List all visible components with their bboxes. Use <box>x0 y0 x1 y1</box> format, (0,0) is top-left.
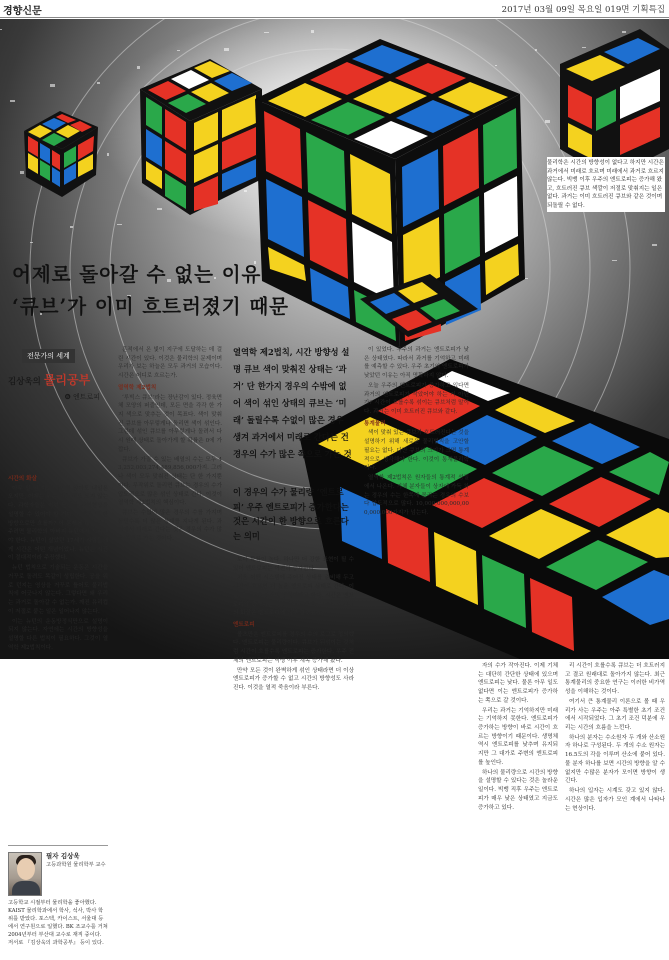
paragraph: 큐브가 가질 수 있는 배열의 수는 모두 43,252,003,274,489,856,000가지. 그러나 색이 모두 맞춰진 상태는 단 한 가지뿐이다. 무작위로 돌리면 큐브는 경우의 수가 압도적으로 많은 섞인 상태로 간다. 이것이 열역학 제2법칙의 핵심이다. <box>118 456 222 507</box>
article-headline <box>12 259 289 322</box>
paragraph: 볼츠만은 엔트로피를 경우의 수의 로그로 정의했다. 엔트로피는 물리량이다. 큐브가 뒤섞이는 것처럼 시간이 흐를수록 엔트로피는 증가한다. 우주 전체의 엔트로피는 빅뱅 이후 계속 증가해 왔다. <box>233 631 354 664</box>
paragraph: 우리는 과거는 기억하지만 미래는 기억하지 못한다. 엔트로피가 증가하는 방향이 바로 시간이 흐르는 방향이기 때문이다. 생명체 역시 엔트로피를 낮추며 유지되지만 그 대가로 주변의 엔트로피를 높인다. <box>478 707 558 766</box>
dateline: 2017년 03월 09일 목요일 019면 기획특집 <box>501 5 665 15</box>
paragraph: 색이 맞춰 있는 큐브가 흐트러진다는 것을 설명하기 위해 새로운 물리법칙을 고안할 필요는 없다. 다만 큐브의 크기가 크면 통계적으로 생각해야 한다. 이것이 통계물리학이다. <box>364 430 469 472</box>
paragraph: ‘루빅스 큐브’라는 장난감이 있다. 정육면체 모양의 퍼즐인데, 모든 면을 각각 한 가지 색으로 맞추는 것이 목표다. 색이 맞춰진 큐브를 아무렇게나 돌리면 색이 섞인다. 그런데 섞인 큐브를 아무렇게나 돌려서 다시 원래 상태로 돌아가게 할 확률은 0에 가깝다. <box>118 394 222 453</box>
paragraph: 오늘 우주의 엔트로피가 증가하고 있다면 과거의 엔트로피가 작았어야 하는 거 아닌가? 시간이 흐를수록 섞이는 큐브처럼 말이다. 과거는 이미 흐트러진 큐브와 같다. <box>364 382 469 416</box>
series-name <box>8 371 108 388</box>
paragraph: 리 시간이 흐를수록 큐브는 더 흐트러지고 결코 원래대로 돌아가지 않는다. 최근 통계물리의 중요한 연구는 이러한 비가역성을 이해하는 것이다. <box>565 663 665 696</box>
paragraph: 보다 확률이 높다. 하나만 더 강한 표현이 될 수 있어 엔트로피는 여전히 증가한다. <box>233 557 354 572</box>
paragraph: 하나의 분자는 수소원자 두 개와 산소원자 하나로 구성된다. 두 개의 수소 원자는 16.5도의 각을 이루며 산소에 붙어 있다. 물 분자 하나를 보면 시간의 방향을 알 수 없지만 수많은 분자가 모이면 방향이 생긴다. <box>565 734 665 785</box>
paragraph: 이는 뉴턴의 운동방정식만으로 설명이 되지 않는다. 자연에는 시간의 방향성을 설명할 다른 법칙이 필요하다. 그것이 열역학 제2법칙이다. <box>8 618 108 651</box>
column-2 <box>118 346 222 956</box>
paragraph: 여기서 큰 통계물리 이론으로 볼 때 우리가 사는 우주는 아주 특별한 초기 조건에서 시작되었다. 그 초기 조건 덕분에 우리는 시간의 흐름을 느낀다. <box>565 698 665 732</box>
paragraph: 뉴턴 법칙으로 기술되는 운동은 시간을 거꾸로 돌려도 똑같이 성립한다. 공을 위로 던지는 영상을 거꾸로 틀어도 물리법칙에 어긋나지 않는다. 그렇다면 왜 우리는 과거로 돌아갈 수 없는가. 깨진 유리컵이 저절로 붙는 일은 일어나지 않는다. <box>8 565 108 615</box>
paragraph: 이 있었다. 우주의 과거는 엔트로피가 낮은 상태였다. 따라서 과거를 기억하고 미래를 예측할 수 있다. 우주 초기의 엔트로피가 낮았던 이유는 아직 명확하지 않다. <box>364 347 469 380</box>
column-6 <box>565 662 665 956</box>
section-subhead: 시간의 화살 <box>8 476 37 482</box>
author-bio: 고등학교 시절부터 물리학을 좋아했다. KAIST 물리학과에서 학사, 석사, 박사 학위를 받았다. 포스텍, 카이스트, 서울대 등에서 연구원으로 일했다. BK 조교수를 거쳐 2004년부터 부산대 교수로 재직 중이다. 저서로 『김상욱의 과학공부』 등이 있다. <box>8 900 108 946</box>
paragraph: 처음 어떤 시스템에 주어진 상태를 준비해 두고 시간이 흐르면 더 높은 엔트로피 상태로 간다. 이를 엔트로피 증가의 법칙이라고 한다. 시간은 엔트로피가 증가하는 방향으로 흐른다. 그러므로 시간의 화살은 엔트로피에 의해 결정된다. <box>233 575 354 617</box>
section-subhead: 열역학 제2법칙 <box>118 384 157 391</box>
paragraph: 하나의 입자는 시계도 갖고 있지 않다. 시간은 많은 입자가 모인 계에서 나타나는 현상이다. <box>565 788 665 812</box>
column-5 <box>478 662 558 956</box>
section-subhead: 엔트로피 <box>233 622 255 629</box>
author-affiliation: 고등과학원 물리학부 교수 <box>46 861 106 868</box>
section-subhead: 통계물리 <box>364 420 386 427</box>
series-box <box>8 343 108 473</box>
series-tag: 전문가의 세계 <box>22 349 75 363</box>
paragraph: 자의 수가 작아진다. 이제 기체는 대단히 간단한 상태에 있으며 엔트로피는 낮다. 물론 아무 일도 없다면 이는 엔트로피가 증가하는 쪽으로 갈 것이다. <box>478 663 558 704</box>
paragraph: 하나의 물리량으로 시간의 방향을 설명할 수 있다는 것은 놀라운 일이다. 빅뱅 직후 우주는 엔트로피가 매우 낮은 상태였고 지금도 증가하고 있다. <box>478 769 558 811</box>
newspaper-name: 경향신문 <box>3 6 42 17</box>
author-credit <box>46 852 108 870</box>
paragraph: 큐브는 수없이 많은 경우의 수를 가지며 돌릴수록 더 많은 상태를 지나게 된다. 과거에서 미래로 간다는 것은 경우의 수가 많은 쪽으로 가는 것이다. <box>118 509 222 543</box>
series-name-accent: 물리공부 <box>43 373 91 387</box>
headline-line-2: ‘큐브’가 이미 흐트러졌기 때문 <box>12 294 289 318</box>
photo-caption: 물리학은 시간의 방향성이 없다고 하지만 시간은 과거에서 미래로 흐르며 미래에서 과거로 흐르지 않는다. 빅뱅 이후 우주의 엔트로피는 증가해 왔고, 흐트러진 큐브 색깔이 저절로 맞춰지는 일은 없다. 과거는 이미 흐트러진 큐브와 같은 것이며 되돌릴 수 없다. <box>547 157 665 212</box>
series-name-prefix: 김상욱의 <box>8 377 41 387</box>
paragraph: 열역학 제2법칙은 원자들의 통계적 성질에서 나온다. 기체 분자들이 상자에 가득 차는 경우의 수는 한쪽에 몰리는 경우의 수보다 압도적으로 많다. 10,000,000,000,000,000,000가지가 넘는다. <box>364 475 469 516</box>
masthead <box>0 0 669 18</box>
pull-quote: 열역학 제2법칙, 시간 방향성 설명 큐브 색이 맞춰진 상태는 ‘과거’ 단 한가지 경우의 수밖에 없어 색이 섞인 상태의 큐브는 ‘미래’ 돌릴수록 수없이 많은 경우 생겨 과거에서 미래로 간다는 건 경우의 수가 많은 쪽으로 가는 것 <box>233 347 352 459</box>
paragraph: 만약 모든 것이 완벽하게 섞인 상태라면 더 이상 엔트로피가 증가할 수 없고 시간의 방향성도 사라진다. 이것을 열적 죽음이라 부른다. <box>233 667 354 692</box>
author-title: 필자 김상욱 <box>46 852 80 860</box>
author-box <box>8 845 108 955</box>
column-3 <box>233 556 354 956</box>
paragraph: 흔적에서 온 빛이 지구에 도달하는 데 걸린 시간이 있다. 이것은 물리학의 문제이며 우리가 보는 하늘은 모두 과거의 모습이다. 시간은 어디로 흐르는가. <box>118 347 222 380</box>
series-number: ❻ 엔트로피 <box>64 393 100 401</box>
paragraph: 아무 일 안 하고 가만히 앉아도 내일은 오지만, 어제는 무슨 짓을 해도 오지 않는다. 과학자들은 이런 당연한 자연현상을 설명할 수 있어야 할 거다. 시간은 왜 한 방향으로만 흐를까? 이 문제에 대한 답을 주려면 물리학의 아버지 뉴턴에서 시작해야 한다. 뉴턴이 살았던 17세기 사람들에게 시간은 어떤 개념이었나. 뉴턴은 시간이 절대적이라 주장했다. <box>8 485 108 562</box>
column-4 <box>364 346 469 956</box>
headline-line-1: 어제로 돌아갈 수 없는 이유 <box>12 263 262 286</box>
column-1 <box>8 472 108 842</box>
pull-quote-2: 이 경우의 수가 물리량 ‘엔트로피’ 우주 엔트로피가 증가한다는 것은 시간이 한 방향으로 흐른다는 의미 <box>233 487 349 541</box>
author-photo <box>8 852 42 896</box>
